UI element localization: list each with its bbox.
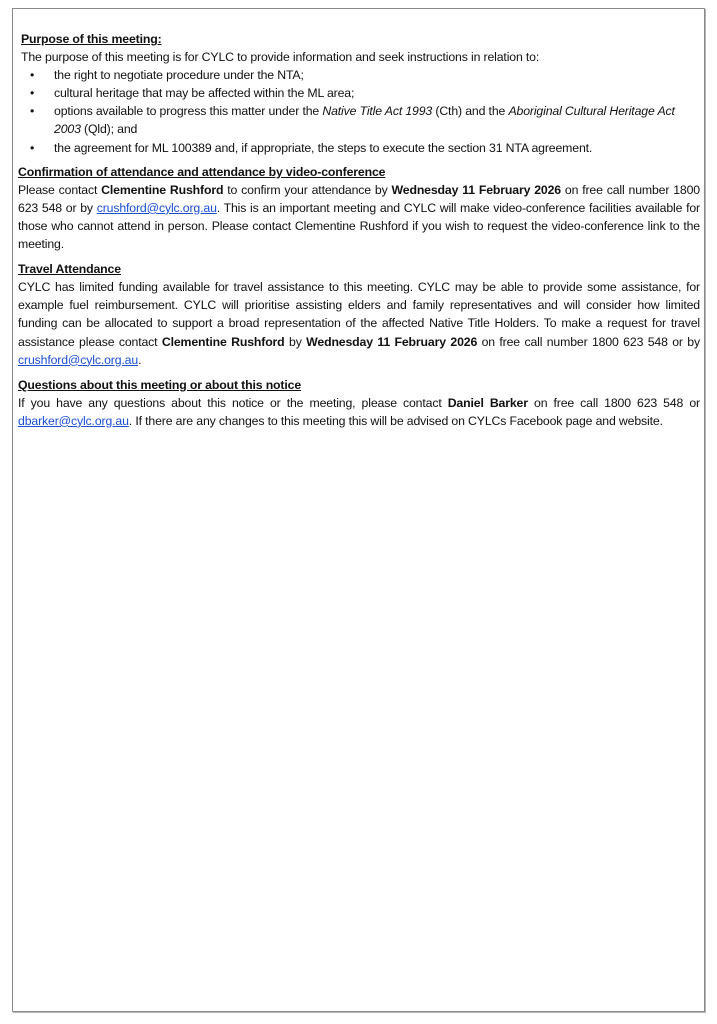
text-run: by	[284, 334, 307, 349]
text-run: . This is an important meeting and CYLC will make video-conference facilities available for those who cannot attend in person. Please contact Clementine Rushford if you wish to request the video-conference link to the meeting.	[18, 200, 700, 252]
list-item	[18, 139, 700, 157]
deadline-date: Wednesday 11 February 2026	[306, 334, 478, 349]
questions-heading: Questions about this meeting or about this notice	[18, 377, 302, 392]
confirmation-heading: Confirmation of attendance and attendance by video-conference	[18, 164, 386, 179]
purpose-bullet-list	[18, 66, 700, 156]
purpose-heading: Purpose of this meeting:	[21, 32, 162, 46]
purpose-section	[18, 30, 700, 157]
email-link-crushford[interactable]: crushford@cylc.org.au	[96, 200, 217, 215]
bullet-icon: •	[30, 140, 35, 155]
travel-paragraph	[18, 278, 700, 368]
bullet-icon: •	[30, 68, 35, 83]
contact-name: Clementine Rushford	[161, 334, 285, 349]
bullet-text: cultural heritage that may be affected within the ML area;	[54, 86, 355, 101]
text-run: .	[138, 352, 142, 367]
text-run: . If there are any changes to this meeting this will be advised on CYLCs Facebook page and website.	[128, 413, 663, 428]
text-run: on free call 1800 623 548 or	[527, 395, 700, 410]
text-run: (Qld); and	[80, 122, 138, 137]
bullet-text	[54, 104, 675, 136]
text-run: If you have any questions about this notice or the meeting, please contact	[18, 395, 448, 410]
text-run: on free call number 1800 623 548 or by	[477, 334, 700, 349]
deadline-date: Wednesday 11 February 2026	[391, 182, 561, 197]
text-run: on free call number 1800 623 548 or by	[18, 182, 700, 215]
travel-heading: Travel Attendance	[18, 262, 121, 277]
act-title-cultural-heritage: Aboriginal Cultural Heritage Act 2003	[54, 104, 675, 137]
text-run: (Cth) and the	[432, 104, 509, 119]
email-link-crushford[interactable]: crushford@cylc.org.au	[18, 352, 139, 367]
document-page	[12, 8, 705, 1012]
list-item	[18, 66, 700, 84]
confirmation-section	[18, 163, 700, 253]
bullet-text: the right to negotiate procedure under the NTA;	[54, 68, 304, 83]
document-content	[18, 30, 700, 436]
list-item	[18, 102, 700, 138]
list-item	[18, 84, 700, 102]
text-run: options available to progress this matter under the	[54, 104, 323, 119]
text-run: Please contact	[18, 182, 102, 197]
bullet-text: the agreement for ML 100389 and, if appropriate, the steps to execute the section 31 NTA agreement.	[54, 140, 593, 155]
text-run: CYLC has limited funding available for travel assistance to this meeting. CYLC may be able to provide some assistance, for example fuel reimbursement. CYLC will prioritise assisting elders and family representatives and will consider how limited funding can be allocated to support a broad representation of the affected Native Title Holders. To make a request for travel assistance please contact	[18, 280, 700, 349]
questions-section	[18, 376, 700, 430]
contact-name: Clementine Rushford	[101, 182, 224, 197]
confirmation-paragraph	[18, 181, 700, 253]
bullet-icon: •	[30, 104, 35, 119]
contact-name: Daniel Barker	[447, 395, 528, 410]
act-title-native-title: Native Title Act 1993	[322, 104, 433, 119]
questions-paragraph	[18, 394, 700, 430]
purpose-intro: The purpose of this meeting is for CYLC to provide information and seek instructions in relation to:	[21, 50, 540, 65]
email-link-dbarker[interactable]: dbarker@cylc.org.au	[18, 413, 129, 428]
travel-section	[18, 260, 700, 369]
bullet-icon: •	[30, 86, 35, 101]
text-run: to confirm your attendance by	[223, 182, 392, 197]
